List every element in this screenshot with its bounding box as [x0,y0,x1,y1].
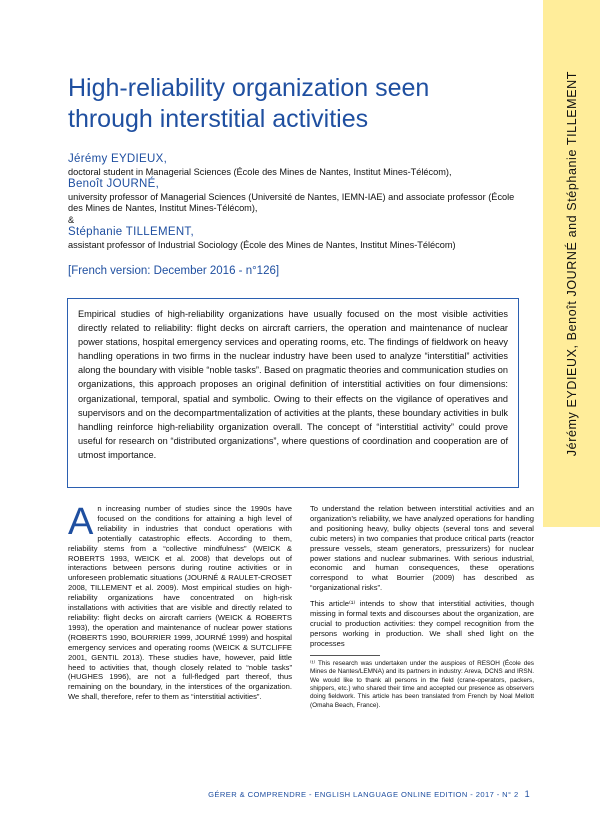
abstract-box: Empirical studies of high-reliability organizations have usually focused on the most visible activities directly related to reliability: flight decks on aircraft carriers, the operation and maintenance of nuclear power stations, hospital emergency services and operating rooms, etc. The findings of fieldwork on heavy handling operations in two firms in the nuclear industry have been used to analyze “interstitial” activities along the boundary with visible “noble tasks”. Based on pragmatic theories and communication studies on organizations, this approach proposes an original definition of interstitial activities on four dimensions: organizational, temporal, spatial and symbolic. Owing to their effects on the vigilance of operatives and supervisors and on the decompartmentalization of activities at the plants, these boundary activities in bulk handling reinforce high-reliability organization overall. The concept of “interstitial activity” could prove useful for research on “distributed organizations”, where questions of coordination and cooperation are of utmost importance. [67,298,519,488]
author-name: Jérémy EYDIEUX, [68,153,168,165]
article-title: High-reliability organization seen through interstitial activities [68,73,430,133]
author-affiliation: assistant professor of Industrial Sociology (École des Mines de Nantes, Institut Mines-Télécom) [68,239,456,250]
french-version-note: [French version: December 2016 - n°126] [68,265,280,277]
page-footer [0,789,530,799]
footnote: ⁽¹⁾ This research was undertaken under the auspices of RESOH (École des Mines de Nantes/LEMNA) and its partners in industry: Areva, DCNS and IRSN. We would like to thank all persons in the field (crane-operators, packers, shippers, etc.) who shared their time and accepted our presence as observers doing fieldwork. This article has been translated from French by Noal Mellott (Omaha Beach, France). [310,659,534,709]
ampersand: & [68,214,75,225]
sidebar-authors-text: Jérémy EYDIEUX, Benoît JOURNÉ and Stéphanie TILLEMENT [564,70,579,457]
body-column-right [310,504,534,710]
body-paragraph: To understand the relation between interstitial activities and an organization’s reliability, we have analyzed operations for handling and positioning heavy, bulky objects (several tons and several cubic meters) in two companies that produce critical parts (reactor pressure vessels, steam generators, pressurizers) for nuclear power stations and nuclear submarines. With serious industrial, economic and human consequences, these operations correspond to what Bourrier (2009) has described as “organizational risks”. [310,504,534,593]
intro-paragraph [68,501,292,702]
intro-text: n increasing number of studies since the 1990s have focused on the conditions for attaining a high level of reliability in industries that conduct operations with potentially catastrophic effects. According to them, reliability stems from a “collective mindfulness” (WEICK & ROBERTS 1993, WEICK et al. 2008) that develops out of interactions between persons during routine activities or in unforeseen problematic situations (JOURNÉ & RAULET-CROSET 2008, TILLEMENT et al. 2009). Most empirical studies on high-reliability organizations have concentrated on high-risk installations with activities that are visible and directly related to reliability: flight decks on aircraft carriers (WEICK & ROBERTS 1993), the operation and maintenance of nuclear power stations (ROBERTS 1990, BOURRIER 1999, JOURNÉ 1999) and hospital emergency services and operating rooms (WEICK & SUTCLIFFE 2001, GENTIL 2013). These studies have, however, paid little heed to activities that, though closely related to “noble tasks” (HUGHES 1996), are not a full-fledged part thereof, thus remaining on the boundary, in the interstices of the organization. We shall, therefore, refer to them as “interstitial activities”. [68,504,292,702]
drop-cap: A [68,501,94,543]
author-block [68,153,518,251]
footer-text: GÉRER & COMPRENDRE - ENGLISH LANGUAGE ONLINE EDITION - 2017 - N° 2 [208,790,519,799]
author-affiliation: university professor of Managerial Sciences (Université de Nantes, IEMN-IAE) and associate professor (École des Mines de Nantes, Institut Mines-Télécom), [68,191,515,213]
body-paragraph: This article⁽¹⁾ intends to show that interstitial activities, though missing in formal texts and discourses about the organization, are crucial to production activities: they compel recognition from the persons working in production. We shall shed light on the processes [310,599,534,648]
footnote-divider [310,655,380,656]
author-affiliation: doctoral student in Managerial Sciences (École des Mines de Nantes, Institut Mines-Télécom), [68,166,452,177]
page-number: 1 [524,789,530,799]
author-name: Benoît JOURNÉ, [68,178,160,190]
body-column-left [68,501,292,708]
sidebar-authors [543,0,600,527]
author-name: Stéphanie TILLEMENT, [68,226,194,238]
